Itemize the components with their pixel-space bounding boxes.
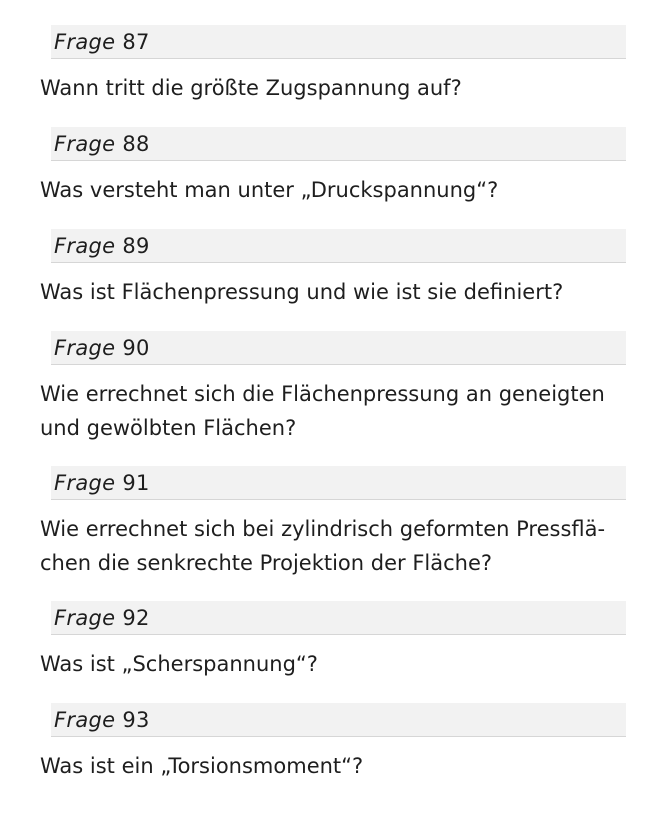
question-header-90 (51, 331, 626, 365)
question-header-93 (51, 703, 626, 737)
question-text-line: Wie errechnet sich die Flächenpressung an geneigten (40, 382, 605, 406)
question-text-line: Wann tritt die größte Zugspannung auf? (40, 76, 462, 100)
question-header-89 (51, 229, 626, 263)
question-text-88 (40, 173, 630, 207)
question-label: Frage 92 (54, 606, 150, 630)
question-text-line: und gewölbten Flächen? (40, 416, 297, 440)
question-label: Frage 89 (54, 234, 150, 258)
question-label: Frage 90 (54, 336, 150, 360)
question-text-line: Was ist Flächenpressung und wie ist sie definiert? (40, 280, 564, 304)
question-label: Frage 87 (54, 30, 150, 54)
question-header-87 (51, 25, 626, 59)
question-text-89 (40, 275, 630, 309)
question-header-92 (51, 601, 626, 635)
question-text-line: Was versteht man unter „Druckspannung“? (40, 178, 499, 202)
question-text-87 (40, 71, 630, 105)
question-text-93 (40, 749, 630, 783)
question-header-91 (51, 466, 626, 500)
question-label: Frage 88 (54, 132, 150, 156)
question-text-line: Was ist „Scherspannung“? (40, 652, 318, 676)
question-text-line: Wie errechnet sich bei zylindrisch geformten Pressflä- (40, 517, 606, 541)
question-text-line: Was ist ein „Torsionsmoment“? (40, 754, 364, 778)
question-text-91 (40, 512, 630, 580)
question-header-88 (51, 127, 626, 161)
question-text-90 (40, 377, 630, 445)
question-label: Frage 91 (54, 471, 150, 495)
question-label: Frage 93 (54, 708, 150, 732)
question-text-line: chen die senkrechte Projektion der Fläche? (40, 551, 493, 575)
question-text-92 (40, 647, 630, 681)
